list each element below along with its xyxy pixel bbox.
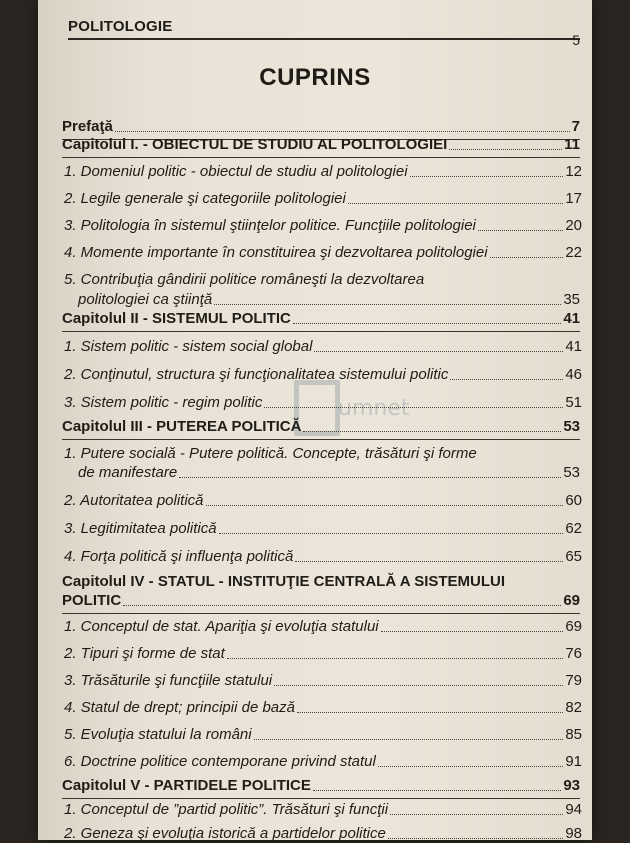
dot-leader xyxy=(490,257,564,258)
dot-leader xyxy=(115,131,570,132)
toc-entry-label: 5. Evoluţia statului la români xyxy=(64,726,252,743)
chapter-divider xyxy=(62,439,580,440)
toc-entry-page: 65 xyxy=(565,548,582,565)
toc-chapter-entry xyxy=(62,136,580,154)
toc-entry-page: 98 xyxy=(565,825,582,842)
toc-section-entry xyxy=(62,520,582,538)
toc-entry-page: 22 xyxy=(565,244,582,261)
toc-chapter-entry: Capitolul IV - STATUL - INSTITUŢIE CENTRALĂ A SISTEMULUI xyxy=(62,573,506,590)
toc-chapter-entry xyxy=(62,777,580,795)
toc-entry-label: Capitolul II - SISTEMUL POLITIC xyxy=(62,310,291,327)
dot-leader xyxy=(123,605,561,606)
toc-entry-label: Capitolul V - PARTIDELE POLITICE xyxy=(62,777,311,794)
toc-section-entry xyxy=(62,753,582,771)
dot-leader xyxy=(297,712,563,713)
toc-section-entry xyxy=(62,492,582,510)
dot-leader xyxy=(348,203,563,204)
dot-leader xyxy=(388,838,563,839)
toc-entry-page: 76 xyxy=(565,645,582,662)
toc-entry-label: 1. Sistem politic - sistem social global xyxy=(64,338,313,355)
toc-entry-label: 2. Geneza şi evoluţia istorică a partidelor politice xyxy=(64,825,386,842)
toc-section-entry xyxy=(62,801,582,819)
toc-section-entry xyxy=(62,163,582,181)
toc-entry-label: Capitolul I. - OBIECTUL DE STUDIU AL POLITOLOGIEI xyxy=(62,136,448,153)
dot-leader xyxy=(314,351,563,352)
toc-entry-page: 69 xyxy=(565,618,582,635)
toc-chapter-entry xyxy=(62,118,580,136)
toc-entry-page: 79 xyxy=(565,672,582,689)
toc-entry-label: 4. Statul de drept; principii de bază xyxy=(64,699,295,716)
dot-leader xyxy=(254,739,564,740)
dot-leader xyxy=(478,230,563,231)
toc-entry-page: 93 xyxy=(563,777,580,794)
toc-entry-page: 41 xyxy=(565,338,582,355)
dot-leader xyxy=(449,149,562,150)
book-title: POLITOLOGIE xyxy=(68,18,173,35)
toc-entry-label: POLITIC xyxy=(62,592,122,609)
chapter-divider xyxy=(62,613,580,614)
dot-leader xyxy=(390,814,563,815)
dot-leader xyxy=(219,533,564,534)
toc-section-entry xyxy=(62,672,582,690)
watermark-text: umnet xyxy=(338,396,410,421)
toc-entry-label: Prefaţă xyxy=(62,118,113,135)
toc-entry-page: 46 xyxy=(565,366,582,383)
toc-chapter-entry xyxy=(62,310,580,328)
chapter-divider xyxy=(62,157,580,158)
toc-entry-label: 1. Conceptul de ”partid politic”. Trăsături şi funcţii xyxy=(64,801,389,818)
toc-entry-label: 2. Conţinutul, structura şi funcţionalitatea sistemului politic xyxy=(64,366,449,383)
dot-leader xyxy=(378,766,563,767)
dot-leader xyxy=(274,685,563,686)
toc-section-entry: 1. Putere socială - Putere politică. Concepte, trăsături şi forme xyxy=(64,445,477,462)
toc-entry-page: 20 xyxy=(565,217,582,234)
toc-chapter-entry xyxy=(62,592,580,610)
toc-section-entry xyxy=(62,217,582,235)
toc-entry-page: 17 xyxy=(565,190,582,207)
toc-entry-label: 3. Legitimitatea politică xyxy=(64,520,217,537)
toc-entry-label: 3. Trăsăturile şi funcţiile statului xyxy=(64,672,273,689)
dot-leader xyxy=(303,431,561,432)
toc-section-entry xyxy=(62,338,582,356)
dot-leader xyxy=(227,658,564,659)
toc-entry-label: 3. Politologia în sistemul ştiinţelor politice. Funcţiile politologiei xyxy=(64,217,476,234)
toc-section-entry xyxy=(62,699,582,717)
dot-leader xyxy=(410,176,564,177)
page-title: CUPRINS xyxy=(259,64,371,91)
toc-entry-page: 12 xyxy=(565,163,582,180)
dot-leader xyxy=(381,631,564,632)
toc-entry-page: 11 xyxy=(564,136,580,153)
toc-entry-label: 2. Autoritatea politică xyxy=(64,492,204,509)
toc-section-entry xyxy=(62,394,582,412)
toc-section-entry xyxy=(62,645,582,663)
toc-entry-label: 6. Doctrine politice contemporane privind statul xyxy=(64,753,376,770)
toc-entry-label: Capitolul III - PUTEREA POLITICĂ xyxy=(62,418,302,435)
page-number: 5 xyxy=(572,32,580,48)
toc-entry-page: 7 xyxy=(571,118,580,135)
toc-entry-label: 4. Forţa politică şi influenţa politică xyxy=(64,548,294,565)
dot-leader xyxy=(264,407,563,408)
toc-entry-page: 91 xyxy=(565,753,582,770)
toc-entry-page: 35 xyxy=(563,291,580,308)
toc-entry-label: 2. Legile generale şi categoriile politologiei xyxy=(64,190,346,207)
toc-entry-page: 53 xyxy=(563,464,580,481)
toc-entry-page: 85 xyxy=(565,726,582,743)
toc-entry-label: politologiei ca ştiinţă xyxy=(78,291,213,308)
toc-entry-label: de manifestare xyxy=(78,464,178,481)
toc-section-entry: 5. Contribuţia gândirii politice româneşti la dezvoltarea xyxy=(64,271,425,288)
book-page xyxy=(38,0,592,840)
toc-section-entry xyxy=(78,291,580,309)
dot-leader xyxy=(214,304,561,305)
toc-entry-page: 41 xyxy=(563,310,580,327)
toc-entry-page: 51 xyxy=(565,394,582,411)
dot-leader xyxy=(313,790,561,791)
toc-entry-label: 4. Momente importante în constituirea şi dezvoltarea politologiei xyxy=(64,244,488,261)
toc-section-entry xyxy=(62,726,582,744)
dot-leader xyxy=(179,477,561,478)
dot-leader xyxy=(206,505,564,506)
dot-leader xyxy=(450,379,563,380)
toc-entry-label: 3. Sistem politic - regim politic xyxy=(64,394,263,411)
running-header xyxy=(68,18,580,48)
dot-leader xyxy=(293,323,561,324)
chapter-divider xyxy=(62,331,580,332)
dot-leader xyxy=(295,561,563,562)
toc-section-entry xyxy=(62,366,582,384)
toc-entry-page: 82 xyxy=(565,699,582,716)
toc-section-entry xyxy=(62,548,582,566)
toc-entry-page: 69 xyxy=(563,592,580,609)
toc-entry-page: 53 xyxy=(563,418,580,435)
toc-chapter-entry xyxy=(62,418,580,436)
toc-section-entry xyxy=(62,244,582,262)
toc-entry-page: 94 xyxy=(565,801,582,818)
toc-entry-page: 60 xyxy=(565,492,582,509)
toc-section-entry xyxy=(78,464,580,482)
toc-entry-label: 1. Domeniul politic - obiectul de studiu al politologiei xyxy=(64,163,408,180)
toc-entry-label: 2. Tipuri şi forme de stat xyxy=(64,645,225,662)
toc-section-entry xyxy=(62,190,582,208)
chapter-divider xyxy=(62,798,580,799)
toc-entry-label: 1. Conceptul de stat. Apariţia şi evoluţia statului xyxy=(64,618,379,635)
toc-section-entry xyxy=(62,618,582,636)
toc-entry-page: 62 xyxy=(565,520,582,537)
toc-section-entry xyxy=(62,825,582,843)
